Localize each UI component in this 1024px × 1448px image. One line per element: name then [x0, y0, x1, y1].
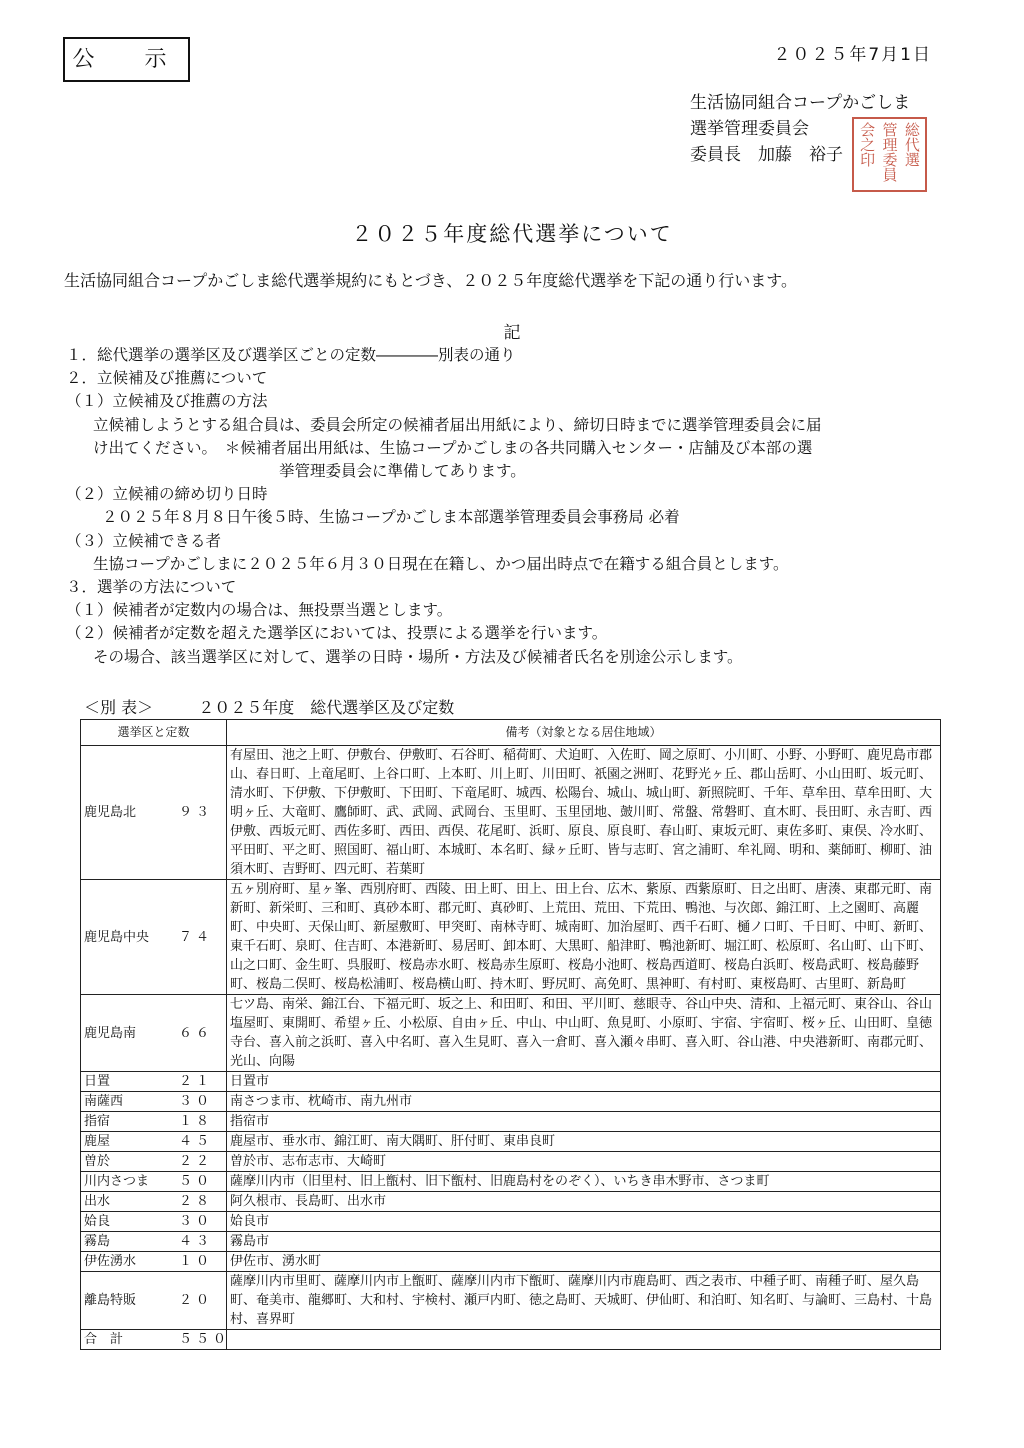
- table-row: [81, 1212, 941, 1232]
- table-row: [81, 1092, 941, 1112]
- table-row: [81, 995, 941, 1072]
- table-caption-label: ＜別 表＞: [84, 698, 154, 717]
- body-line: （２）候補者が定数を超えた選挙区においては、投票による選挙を行います。: [66, 624, 608, 643]
- district-name: 鹿児島南: [84, 1025, 137, 1041]
- intro-text: 生活協同組合コープかごしま総代選挙規約にもとづき、２０２５年度総代選挙を下記の通り行います。: [64, 271, 797, 290]
- district-count: ２１: [179, 1074, 214, 1089]
- district-count: ３０: [179, 1094, 214, 1109]
- notice-body: [66, 344, 966, 669]
- table-row: [81, 880, 941, 995]
- district-name: 日置: [84, 1074, 111, 1089]
- ki-heading: 記: [503, 323, 521, 343]
- district-count: ２８: [179, 1194, 214, 1209]
- district-name: 指宿: [84, 1114, 111, 1129]
- district-count: ４５: [179, 1134, 214, 1149]
- body-line: １．総代選挙の選挙区及び選挙区ごとの定数――――別表の通り: [66, 346, 516, 364]
- district-note: 五ヶ別府町、星ヶ峯、西別府町、西陵、田上町、田上、田上台、広木、紫原、西紫原町、日之出町、唐湊、東郡元町、南新町、新栄町、三和町、真砂本町、郡元町、真砂町、上荒田、荒田、下荒田、鴨池、与次郎、錦江町、上之園町、高麗町、中央町、天保山町、新屋敷町、甲突町、南林寺町、城南町、加治屋町、西千石町、樋ノ口町、千日町、中町、新町、東千石町、泉町、住吉町、本港新町、易居町、卸本町、大黒町、船津町、鴨池新町、堀江町、松原町、名山町、山下町、山之口町、金生町、呉服町、桜島赤水町、桜島赤生原町、桜島小池町、桜島西道町、桜島白浜町、桜島武町、桜島藤野町、桜島二俣町、桜島松浦町、桜島横山町、持木町、野尻町、高免町、黒神町、有村町、東桜島町、古里町、新島町: [227, 880, 941, 995]
- column-header-note: 備考（対象となる居住地域）: [227, 720, 941, 746]
- issuer-chair: 委員長 加藤 裕子: [690, 145, 843, 165]
- total-row: [81, 1330, 941, 1350]
- district-name: 曽於: [84, 1154, 111, 1169]
- table-row: [81, 1132, 941, 1152]
- district-table: [80, 719, 941, 1350]
- district-note: 有屋田、池之上町、伊敷台、伊敷町、石谷町、稲荷町、犬迫町、入佐町、岡之原町、小川町、小野、小野町、鹿児島市郡山、春日町、上竜尾町、上谷口町、上本町、川上町、川田町、祇園之洲町、花野光ヶ丘、郡山岳町、小山田町、坂元町、清水町、下伊敷、下伊敷町、下田町、下竜尾町、城西、松陽台、城山、城山町、新照院町、千年、草牟田、草牟田町、大明ヶ丘、大竜町、鷹師町、武、武岡、武岡台、玉里町、玉里団地、皷川町、常盤、常磐町、直木町、長田町、永吉町、西伊敷、西坂元町、西佐多町、西田、西俣、花尾町、浜町、原良、原良町、春山町、東坂元町、東佐多町、東俣、冷水町、平田町、平之町、照国町、福山町、本城町、本名町、緑ヶ丘町、皆与志町、宮之浦町、牟礼岡、明和、薬師町、柳町、油須木町、吉野町、四元町、若葉町: [227, 746, 941, 880]
- district-count: ３０: [179, 1214, 214, 1229]
- table-row: [81, 1072, 941, 1092]
- body-line: ２０２５年８月８日午後５時、生協コープかごしま本部選挙管理委員会事務局 必着: [102, 508, 680, 527]
- district-note: 薩摩川内市里町、薩摩川内市上甑町、薩摩川内市下甑町、薩摩川内市鹿島町、西之表市、中種子町、南種子町、屋久島町、奄美市、龍郷町、大和村、宇検村、瀬戸内町、徳之島町、天城町、伊仙町、和泊町、知名町、与論町、三島村、十島村、喜界町: [227, 1272, 941, 1330]
- body-line: 挙管理委員会に準備してあります。: [279, 462, 526, 481]
- district-note: 鹿屋市、垂水市、錦江町、南大隅町、肝付町、東串良町: [227, 1132, 941, 1152]
- table-row: [81, 746, 941, 880]
- district-name: 鹿児島中央: [84, 929, 150, 945]
- district-name: 霧島: [84, 1234, 111, 1249]
- column-header-area: 選挙区と定数: [81, 720, 227, 746]
- district-note: 伊佐市、湧水町: [227, 1252, 941, 1272]
- district-count: １０: [179, 1254, 214, 1269]
- district-count: ６６: [179, 1025, 214, 1041]
- district-count: ２０: [179, 1293, 214, 1308]
- district-name: 鹿児島北: [84, 805, 137, 820]
- district-name: 離島特販: [84, 1293, 137, 1308]
- total-note: [227, 1330, 941, 1350]
- body-line: （１）候補者が定数内の場合は、無投票当選とします。: [66, 601, 453, 620]
- body-line: （１）立候補及び推薦の方法: [66, 392, 268, 411]
- body-line: （２）立候補の締め切り日時: [66, 485, 268, 504]
- body-line: 立候補しようとする組合員は、委員会所定の候補者届出用紙により、締切日時までに選挙管理委員会に届: [93, 415, 822, 434]
- notice-label: 公 示: [63, 37, 190, 82]
- district-name: 南薩西: [84, 1094, 124, 1109]
- district-note: 曽於市、志布志市、大崎町: [227, 1152, 941, 1172]
- district-note: 南さつま市、枕崎市、南九州市: [227, 1092, 941, 1112]
- district-count: １８: [179, 1114, 214, 1129]
- district-note: 阿久根市、長島町、出水市: [227, 1192, 941, 1212]
- body-line: ３．選挙の方法について: [66, 578, 237, 597]
- body-line: 生協コープかごしまに２０２５年６月３０日現在在籍し、かつ届出時点で在籍する組合員とします。: [93, 554, 789, 573]
- table-row: [81, 1272, 941, 1330]
- table-row: [81, 1252, 941, 1272]
- table-caption-title: ２０２５年度 総代選挙区及び定数: [198, 698, 455, 717]
- district-note: 薩摩川内市（旧里村、旧上甑村、旧下甑村、旧鹿島村をのぞく）、いちき串木野市、さつま町: [227, 1172, 941, 1192]
- district-name: 出水: [84, 1194, 111, 1209]
- district-note: 姶良市: [227, 1212, 941, 1232]
- district-note: 霧島市: [227, 1232, 941, 1252]
- body-line: （３）立候補できる者: [66, 531, 222, 550]
- table-row: [81, 1172, 941, 1192]
- issuer-committee: 選挙管理委員会: [690, 119, 809, 139]
- district-name: 川内さつま: [84, 1174, 150, 1189]
- district-count: ５０: [179, 1174, 214, 1189]
- total-count: ５５０: [179, 1332, 231, 1347]
- table-caption: [84, 695, 494, 718]
- table-row: [81, 1152, 941, 1172]
- body-line: ２．立候補及び推薦について: [66, 369, 268, 388]
- total-label: 合 計: [84, 1332, 124, 1347]
- body-line: け出てください。 ＊候補者届出用紙は、生協コープかごしまの各共同購入センター・店舗及び本部の選: [93, 438, 813, 457]
- district-count: ２２: [179, 1154, 214, 1169]
- table-row: [81, 1232, 941, 1252]
- district-count: ４３: [179, 1234, 214, 1249]
- table-row: [81, 1112, 941, 1132]
- notice-date: ２０２５年7月1日: [773, 45, 932, 65]
- district-count: ９３: [179, 805, 214, 820]
- table-row: [81, 1192, 941, 1212]
- district-note: 日置市: [227, 1072, 941, 1092]
- body-line: その場合、該当選挙区に対して、選挙の日時・場所・方法及び候補者氏名を別途公示します。: [93, 647, 743, 666]
- committee-seal: 総代選 管理委員 会之印: [852, 117, 927, 192]
- district-name: 伊佐湧水: [84, 1254, 137, 1269]
- district-name: 姶良: [84, 1214, 111, 1229]
- district-name: 鹿屋: [84, 1134, 111, 1149]
- issuer-org: 生活協同組合コープかごしま: [690, 93, 911, 113]
- district-note: 指宿市: [227, 1112, 941, 1132]
- document-title: ２０２５年度総代選挙について: [351, 222, 673, 246]
- district-count: ７４: [179, 929, 214, 945]
- district-note: 七ツ島、南栄、錦江台、下福元町、坂之上、和田町、和田、平川町、慈眼寺、谷山中央、清和、上福元町、東谷山、谷山塩屋町、東開町、希望ヶ丘、小松原、自由ヶ丘、中山、中山町、魚見町、小原町、宇宿、宇宿町、桜ヶ丘、山田町、皇徳寺台、喜入前之浜町、喜入中名町、喜入生見町、喜入一倉町、喜入瀬々串町、喜入町、谷山港、中央港新町、南郡元町、光山、向陽: [227, 995, 941, 1072]
